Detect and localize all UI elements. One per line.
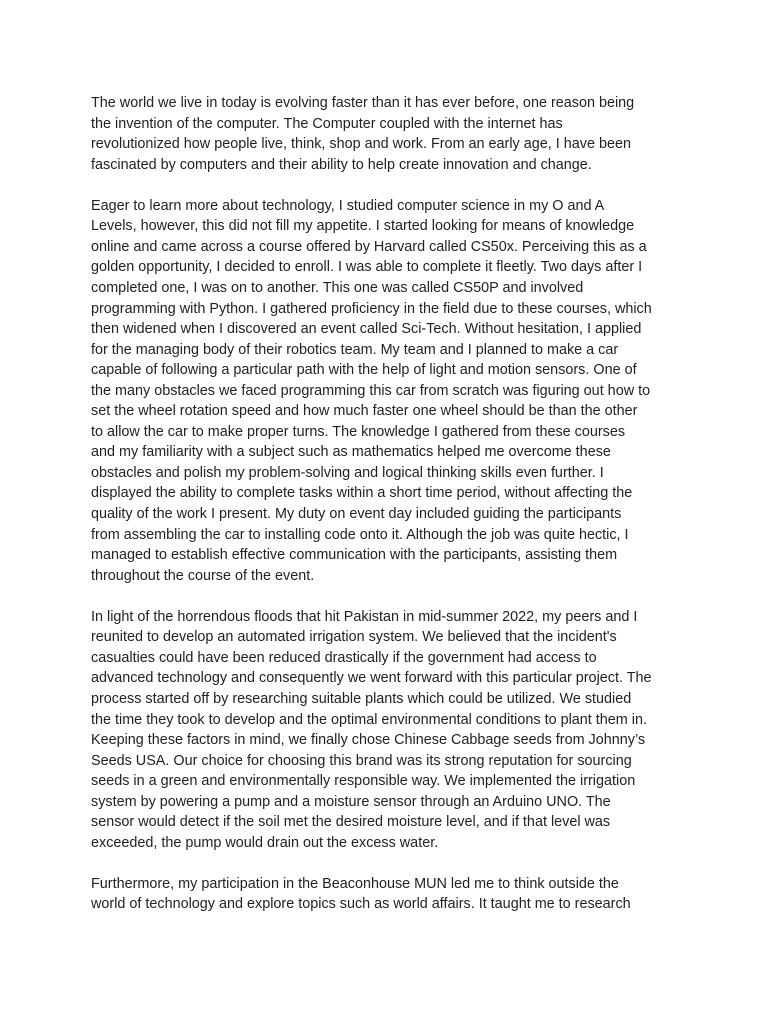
document-body [91, 93, 681, 936]
paragraph-irrigation: In light of the horrendous floods that hit Pakistan in mid-summer 2022, my peers and I reunited to develop an automated irrigation system. We believed that the incident's casualties could have been reduced drastically if the government had access to advanced technology and consequently we went forward with this particular project. The process started off by researching suitable plants which could be utilized. We studied the time they took to develop and the optimal environmental conditions to plant them in. Keeping these factors in mind, we finally chose Chinese Cabbage seeds from Johnny’s Seeds USA. Our choice for choosing this brand was its strong reputation for sourcing seeds in a green and environmentally responsible way. We implemented the irrigation system by powering a pump and a moisture sensor through an Arduino UNO. The sensor would detect if the soil met the desired moisture level, and if that level was exceeded, the pump would drain out the excess water. [91, 608, 652, 851]
paragraph-intro: The world we live in today is evolving faster than it has ever before, one reason being the invention of the computer. The Computer coupled with the internet has revolutionized how people live, think, shop and work. From an early age, I have been fascinated by computers and their ability to help create innovation and change. [91, 95, 635, 173]
paragraph-mun: Furthermore, my participation in the Beaconhouse MUN led me to think outside the world of technology and explore topics such as world affairs. It taught me to research [91, 875, 631, 913]
paragraph-technology: Eager to learn more about technology, I studied computer science in my O and A Levels, however, this did not fill my appetite. I started looking for means of knowledge online and came across a course offered by Harvard called CS50x. Perceiving this as a golden opportunity, I decided to enroll. I was able to complete it fleetly. Two days after I completed one, I was on to another. This one was called CS50P and involved programming with Python. I gathered proficiency in the field due to these courses, which then widened when I discovered an event called Sci-Tech. Without hesitation, I applied for the managing body of their robotics team. My team and I planned to make a car capable of following a particular path with the help of light and motion sensors. One of the many obstacles we faced programming this car from scratch was figuring out how to set the wheel rotation speed and how much faster one wheel should be than the other to allow the car to make proper turns. The knowledge I gathered from these courses and my familiarity with a subject such as mathematics helped me overcome these obstacles and polish my problem-solving and logical thinking skills even further. I displayed the ability to complete tasks within a short time period, without affecting the quality of the work I present. My duty on event day included guiding the participants from assembling the car to installing code onto it. Although the job was quite hectic, I managed to establish effective communication with the participants, assisting them throughout the course of the event. [91, 197, 652, 584]
